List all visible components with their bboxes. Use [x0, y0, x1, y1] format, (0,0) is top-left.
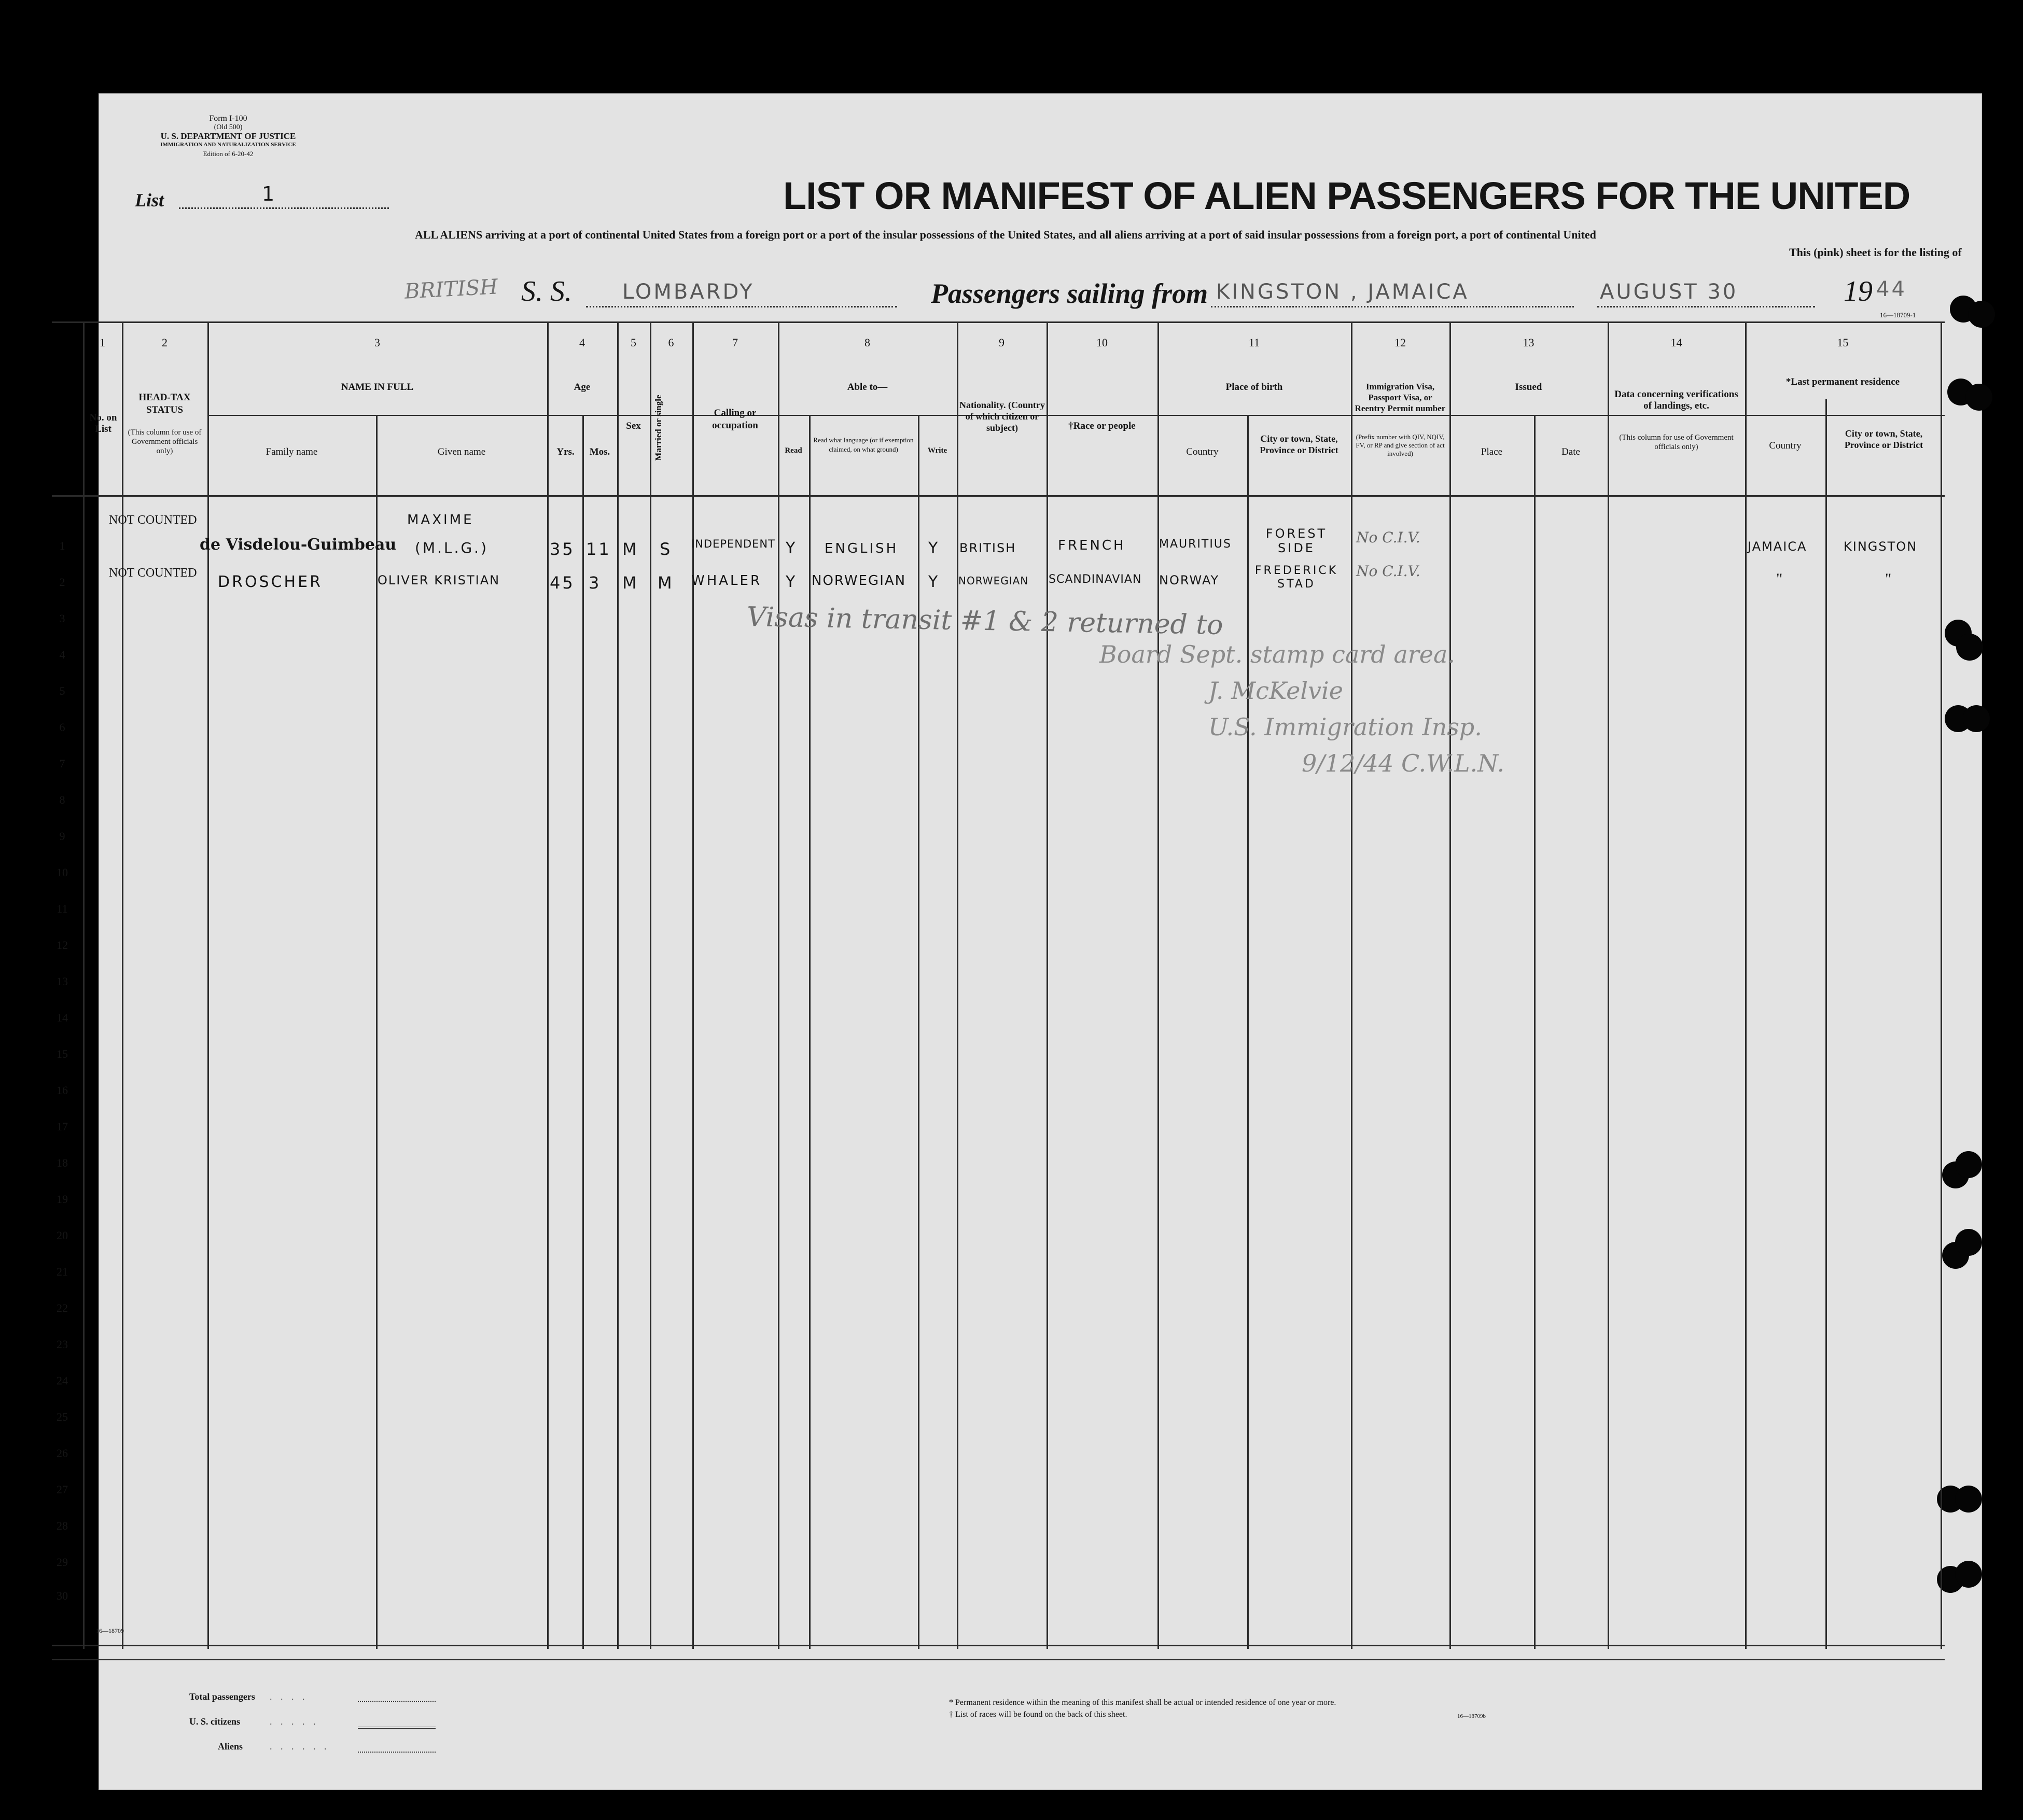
header-age-years: Yrs.	[556, 446, 575, 457]
ship-name-line	[586, 306, 897, 307]
row-number: 11	[57, 902, 68, 915]
annotation-date: 9/12/44 C.W.L.N.	[1302, 749, 1505, 777]
col-rule	[376, 415, 378, 1649]
col-number: 8	[864, 336, 870, 349]
footer-code: 16—18709b	[1457, 1713, 1486, 1719]
age-months: 3	[589, 573, 602, 593]
form-number: Form I-100	[209, 114, 247, 123]
row-number: 15	[57, 1047, 68, 1060]
header-read-language: Read what language (or if exemption claimed, on what ground)	[813, 436, 914, 453]
total-passengers-line	[358, 1701, 436, 1702]
aliens-dots: . . . . . .	[270, 1741, 330, 1752]
col-rule	[692, 321, 694, 1649]
stamp-code: 16—18709-1	[1880, 311, 1916, 319]
col-rule	[1825, 399, 1827, 1649]
row-number: 10	[57, 866, 68, 879]
header-issued-place: Place	[1481, 446, 1503, 457]
header-issued: Issued	[1515, 382, 1542, 393]
sailing-from-label: Passengers sailing from	[931, 278, 1208, 309]
table-top-border	[52, 321, 1945, 323]
row-number: 24	[57, 1374, 68, 1387]
header-bottom-border	[52, 495, 1945, 497]
header-family-name: Family name	[266, 446, 318, 457]
footnote-races: † List of races will be found on the back of this sheet.	[949, 1710, 1127, 1719]
row-number: 7	[59, 757, 65, 770]
header-head-tax: HEAD-TAX STATUS	[138, 392, 191, 415]
nationality: BRITISH	[959, 541, 1016, 555]
header-no-on-list: No. on List	[89, 412, 117, 435]
row-number: 8	[59, 793, 65, 806]
family-name: de Visdelou-Guimbeau	[200, 536, 397, 554]
row-number: 26	[57, 1447, 68, 1460]
header-birth-city: City or town, State, Province or District	[1260, 433, 1338, 455]
col-rule	[650, 321, 651, 1649]
col-number: 2	[162, 336, 168, 349]
occupation: INDEPENDENT	[691, 538, 775, 550]
list-label: List	[135, 190, 164, 211]
us-citizens-label: U. S. citizens	[189, 1716, 240, 1727]
annotation-line-2: Board Sept. stamp card area.	[1099, 640, 1456, 668]
row-number: 30	[57, 1589, 68, 1602]
header-race: †Race or people	[1068, 421, 1136, 431]
year-prefix: 19	[1844, 275, 1873, 307]
row-number: 2	[59, 576, 65, 589]
col-number: 14	[1670, 336, 1682, 349]
sailing-port: KINGSTON , JAMAICA	[1216, 280, 1469, 304]
col-rule	[1157, 321, 1159, 1649]
annotation-signature: J. McKelvie	[1208, 677, 1343, 705]
total-passengers-dots: . . . .	[270, 1691, 308, 1702]
header-age: Age	[574, 382, 591, 393]
given-name-initials: (M.L.G.)	[415, 539, 489, 556]
birth-country: NORWAY	[1159, 573, 1220, 587]
col-number: 10	[1096, 336, 1108, 349]
col-rule	[83, 321, 85, 1649]
col-number: 3	[374, 336, 380, 349]
row-number: 27	[57, 1483, 68, 1496]
col-number: 5	[631, 336, 636, 349]
header-read: Read	[785, 446, 802, 455]
header-given-name: Given name	[437, 446, 486, 457]
header-residence-city: City or town, State, Province or District	[1844, 428, 1923, 450]
row-number: 19	[57, 1193, 68, 1206]
subheader-divider	[207, 415, 1945, 416]
row-number: 16	[57, 1084, 68, 1097]
residence-country: JAMAICA	[1748, 539, 1807, 554]
sex: M	[622, 539, 639, 559]
service: IMMIGRATION AND NATURALIZATION SERVICE	[160, 142, 296, 148]
head-tax-status: NOT COUNTED	[109, 566, 197, 580]
row-number: 5	[59, 684, 65, 697]
header-name-in-full: NAME IN FULL	[341, 382, 414, 393]
ss-label: S. S.	[521, 275, 572, 307]
header-last-residence: *Last permanent residence	[1785, 376, 1900, 387]
punch-hole	[1956, 634, 1983, 661]
residence-city: "	[1885, 570, 1892, 587]
row-number: 9	[59, 830, 65, 843]
header-residence-country: Country	[1769, 440, 1802, 451]
form-info	[119, 114, 337, 158]
aliens-label: Aliens	[218, 1741, 243, 1752]
col-rule	[207, 321, 209, 1649]
annotation-line-1: Visas in transit #1 & 2 returned to	[746, 601, 1224, 641]
col-rule	[1608, 321, 1609, 1649]
language: ENGLISH	[825, 541, 899, 556]
row-number: 20	[57, 1229, 68, 1242]
header-able-to: Able to—	[847, 382, 888, 393]
row-number: 18	[57, 1156, 68, 1169]
can-read: Y	[786, 573, 798, 591]
footer-top-border	[52, 1659, 1945, 1660]
us-citizens-dots: . . . . .	[270, 1716, 319, 1727]
residence-city: KINGSTON	[1844, 539, 1918, 554]
header-marital: Married or single	[653, 395, 663, 461]
col-number: 13	[1523, 336, 1534, 349]
age-years: 35	[550, 539, 575, 559]
punch-hole	[1965, 384, 1992, 411]
col-rule	[957, 321, 958, 1649]
header-verifications-note: (This column for use of Government officials only)	[1619, 433, 1734, 451]
row-number: 6	[59, 721, 65, 734]
list-number-line	[179, 207, 389, 209]
department: U. S. DEPARTMENT OF JUSTICE	[160, 131, 296, 141]
birth-city: FREDERICK STAD	[1254, 564, 1338, 591]
col-rule	[1047, 321, 1048, 1649]
birth-country: MAURITIUS	[1159, 538, 1232, 551]
nationality: NORWEGIAN	[958, 575, 1029, 587]
marital-status: M	[658, 573, 674, 593]
row-number: 1	[59, 539, 65, 552]
col-rule	[1247, 415, 1249, 1649]
col-rule	[918, 415, 919, 1649]
us-citizens-line	[358, 1727, 436, 1729]
col-rule	[1941, 321, 1942, 1649]
header-visa: Immigration Visa, Passport Visa, or Reentry Permit number	[1355, 382, 1446, 413]
punch-hole	[1963, 705, 1990, 732]
col-rule	[617, 321, 619, 1649]
punch-hole	[1955, 1229, 1982, 1256]
aliens-line	[358, 1752, 436, 1753]
subtitle: ALL ALIENS arriving at a port of continental United States from a foreign port or a port of the insular possessions of the United States, and all aliens arriving at a port of said insular possessions from a foreign port, a port of continental United	[415, 228, 1596, 241]
row-number: 17	[57, 1120, 68, 1133]
col-rule	[1449, 321, 1451, 1649]
age-years: 45	[550, 573, 575, 593]
subtitle-continued: This (pink) sheet is for the listing of	[1789, 246, 1962, 259]
list-number: 1	[262, 183, 277, 205]
header-visa-note: (Prefix number with QIV, NQIV, FV, or RP and give section of act involved)	[1356, 433, 1445, 457]
edition: Edition of 6-20-42	[203, 150, 254, 158]
header-sex: Sex	[626, 421, 641, 431]
family-name: DROSCHER	[218, 573, 323, 591]
col-rule	[1745, 321, 1747, 1649]
row-number: 28	[57, 1519, 68, 1532]
header-issued-date: Date	[1561, 446, 1580, 457]
form-old-number: (Old 500)	[214, 123, 243, 131]
race: FRENCH	[1058, 538, 1126, 553]
col-rule	[1351, 321, 1352, 1649]
col-number: 7	[732, 336, 738, 349]
footnote-residence: * Permanent residence within the meaning of this manifest shall be actual or intended residence of one year or more.	[949, 1698, 1336, 1707]
col-rule	[809, 415, 811, 1649]
col-number: 12	[1394, 336, 1406, 349]
total-passengers-label: Total passengers	[189, 1691, 255, 1702]
col-number: 1	[100, 336, 105, 349]
header-write: Write	[927, 446, 947, 455]
header-head-tax-note: (This column for use of Government officials only)	[128, 428, 202, 455]
race: SCANDINAVIAN	[1049, 573, 1142, 586]
residence-country: "	[1776, 570, 1783, 587]
printer-code: 16—18709	[96, 1627, 124, 1634]
row-number: 22	[57, 1301, 68, 1314]
date-line	[1597, 306, 1815, 307]
can-write: Y	[928, 539, 940, 557]
given-name: OLIVER KRISTIAN	[378, 573, 500, 587]
vessel-prefix-handwritten: BRITISH	[403, 275, 499, 304]
row-number: 14	[57, 1011, 68, 1024]
header-nationality: Nationality. (Country of which citizen or subject)	[959, 400, 1045, 433]
row-number: 13	[57, 975, 68, 988]
ship-name: LOMBARDY	[622, 280, 755, 304]
visa-number: No C.I.V.	[1356, 563, 1420, 580]
header-age-months: Mos.	[589, 446, 610, 457]
birth-city: FOREST SIDE	[1265, 526, 1328, 555]
occupation: WHALER	[691, 573, 762, 589]
header-place-of-birth: Place of birth	[1225, 382, 1283, 393]
given-name: MAXIME	[407, 512, 474, 528]
punch-hole	[1955, 1151, 1982, 1178]
col-number: 9	[999, 336, 1004, 349]
page-title: LIST OR MANIFEST OF ALIEN PASSENGERS FOR THE UNITED	[783, 174, 1910, 217]
visa-number: No C.I.V.	[1356, 529, 1420, 546]
table-bottom-border	[52, 1645, 1945, 1646]
sailing-date: AUGUST 30	[1600, 280, 1738, 304]
language: NORWEGIAN	[812, 573, 906, 589]
year-handwritten: 44	[1876, 277, 1907, 301]
col-number: 6	[668, 336, 674, 349]
can-read: Y	[786, 539, 798, 557]
header-occupation: Calling or occupation	[712, 408, 758, 431]
can-write: Y	[928, 573, 940, 591]
punch-hole	[1955, 1486, 1982, 1513]
col-number: 15	[1837, 336, 1849, 349]
col-rule	[1534, 415, 1536, 1649]
port-line	[1211, 306, 1574, 307]
row-number: 23	[57, 1338, 68, 1351]
sex: M	[622, 573, 639, 593]
row-number: 4	[59, 648, 65, 661]
age-months: 11	[586, 539, 611, 559]
header-birth-country: Country	[1186, 446, 1219, 457]
annotation-title: U.S. Immigration Insp.	[1208, 713, 1482, 741]
col-rule	[547, 321, 549, 1649]
punch-hole	[1955, 1561, 1982, 1588]
marital-status: S	[660, 539, 673, 559]
col-rule	[582, 415, 584, 1649]
header-verifications: Data concerning verifications of landings, etc.	[1614, 389, 1738, 411]
col-number: 11	[1248, 336, 1260, 349]
head-tax-status: NOT COUNTED	[109, 513, 197, 527]
col-number: 4	[579, 336, 585, 349]
row-number: 12	[57, 939, 68, 951]
col-rule	[778, 321, 779, 1649]
row-number: 29	[57, 1556, 68, 1569]
row-number: 3	[59, 612, 65, 625]
row-number: 21	[57, 1265, 68, 1278]
row-number: 25	[57, 1410, 68, 1423]
punch-hole	[1968, 301, 1995, 328]
